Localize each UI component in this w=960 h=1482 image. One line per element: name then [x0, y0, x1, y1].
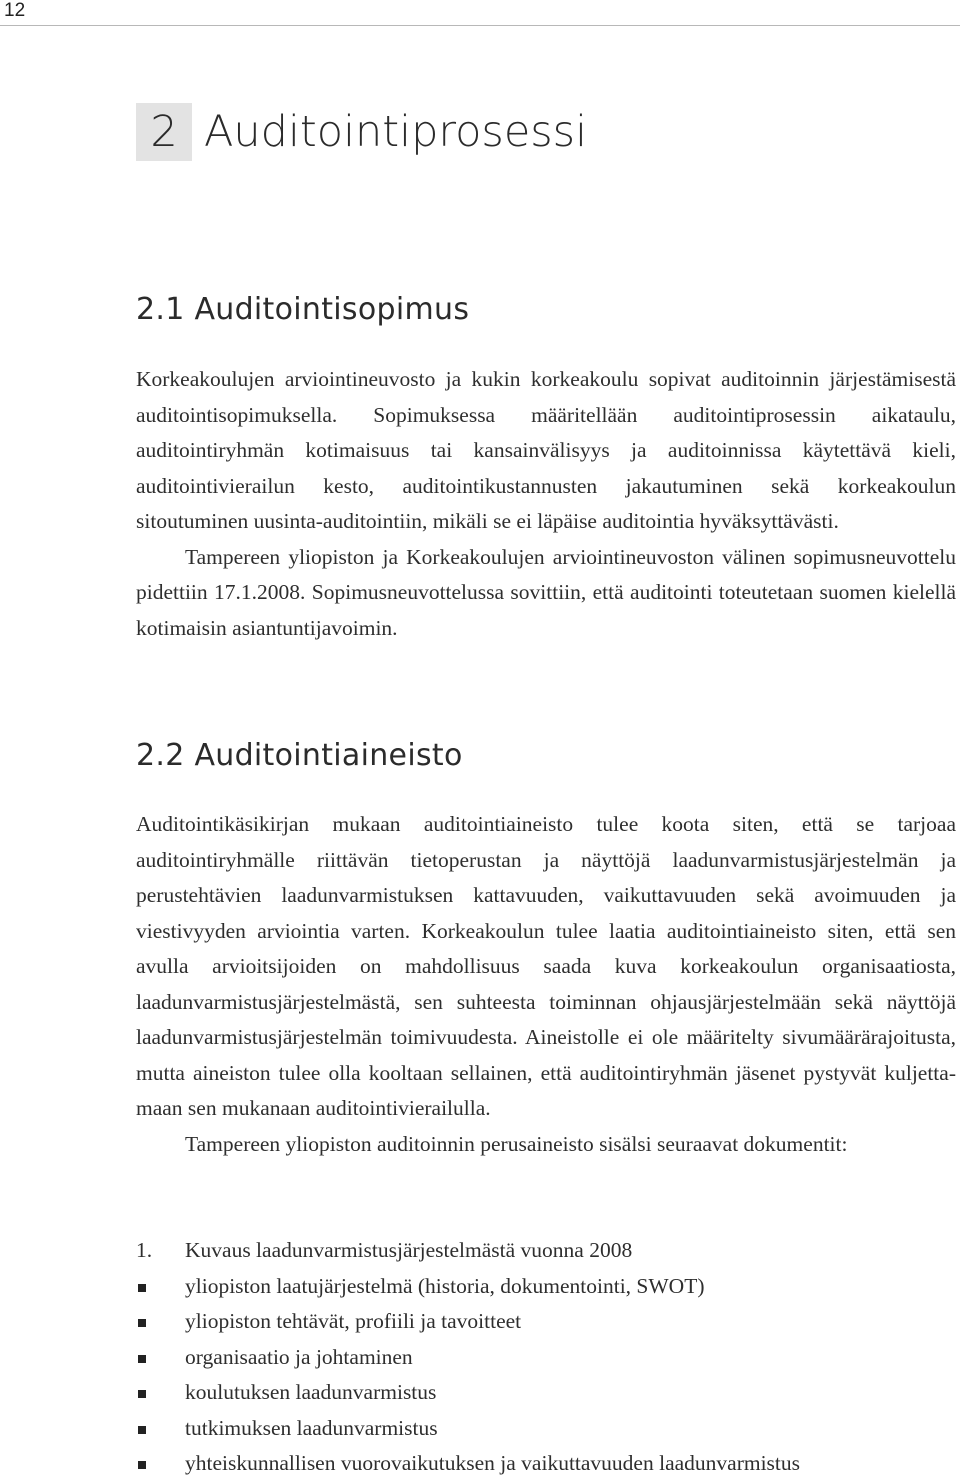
section-2-2-body — [136, 807, 956, 1162]
document-list — [136, 1233, 956, 1482]
list-item — [136, 1269, 956, 1305]
section-heading-2-1: 2.1 Auditointisopimus — [136, 292, 470, 327]
list-number: 1. — [136, 1238, 153, 1262]
square-bullet-icon — [138, 1284, 146, 1292]
chapter-title — [136, 103, 587, 161]
paragraph: Tampereen yliopiston auditoinnin perusaineisto sisälsi seuraavat dokumentit: — [185, 1131, 848, 1156]
list-item — [136, 1375, 956, 1411]
paragraph: Tampereen yliopiston ja Korkeakoulujen arviointineuvoston välinen sopimusneuvottelu pidettiin 17.1.2008. Sopimusneuvottelussa sovittiin, että auditointi toteutetaan suomen kielellä kotimaisin asiantuntijavoimin. — [136, 544, 956, 640]
list-item-text: tutkimuksen laadunvarmistus — [185, 1415, 438, 1440]
list-item — [136, 1411, 956, 1447]
list-item-text: yliopiston tehtävät, profiili ja tavoitteet — [185, 1309, 522, 1333]
list-item-text: koulutuksen laadunvarmistus — [185, 1380, 437, 1404]
list-item-text: yhteiskunnallisen vuorovaikutuksen ja vaikuttavuuden laadunvarmistus — [185, 1451, 801, 1475]
square-bullet-icon — [138, 1355, 146, 1363]
list-item — [136, 1304, 956, 1340]
list-item-text: yliopiston laatujärjestelmä (historia, dokumentointi, SWOT) — [185, 1273, 705, 1298]
chapter-title-text: Auditointiprosessi — [204, 106, 588, 157]
section-heading-2-2: 2.2 Auditointiaineisto — [136, 738, 463, 773]
paragraph: Auditointikäsikirjan mukaan auditointiaineisto tulee koota siten, että se tarjoaa auditointiryhmälle riittävän tietoperustan ja näyttöjä laadunvarmistusjärjestelmän ja perustehtävien laadunvarmistuksen kattavuuden, vaikuttavuuden sekä avoimuuden ja viestivyyden arviointia varten. Korkeakoulun tulee laatia auditointiaineisto siten, että sen avulla arvioitsijoiden on mahdollisuus saada kuva korkeakoulun organisaatiosta, laadunvarmistusjärjestelmästä, sen suhteesta toiminnan ohjausjärjestelmään sekä näyttöjä laadunvarmistusjärjestelmän toimivuudesta. Aineistolle ei ole määritelty sivumäärärajoitusta, mutta aineiston tulee olla kooltaan sellainen, että auditointiryhmän jäsenet pystyvät kuljettamaan sen mukanaan auditointivierailulla. — [136, 812, 956, 1120]
square-bullet-icon — [138, 1319, 146, 1327]
list-item — [136, 1340, 956, 1376]
square-bullet-icon — [138, 1390, 146, 1398]
section-2-1-body — [136, 362, 956, 646]
list-item-text: organisaatio ja johtaminen — [185, 1344, 413, 1369]
square-bullet-icon — [138, 1461, 146, 1469]
paragraph: Korkeakoulujen arviointineuvosto ja kukin korkeakoulu sopivat auditoinnin järjestämisestä auditointisopimuksella. Sopimuksessa määritellään auditointiprosessin aikataulu, auditointiryhmän kotimaisuus tai kansainvälisyys ja auditoinnissa käytettävä kieli, auditointivierailun kesto, auditointikustannusten jakautuminen sekä korkeakoulun sitoutuminen uusinta-auditointiin, mikäli se ei läpäise auditointia hyväksyttävästi. — [136, 367, 956, 533]
page-number: 12 — [4, 0, 26, 21]
list-item — [136, 1233, 956, 1269]
square-bullet-icon — [138, 1426, 146, 1434]
chapter-number: 2 — [136, 103, 192, 161]
list-item — [136, 1446, 956, 1482]
list-item-text: Kuvaus laadunvarmistusjärjestelmästä vuonna 2008 — [185, 1238, 633, 1262]
header-rule — [0, 25, 960, 26]
